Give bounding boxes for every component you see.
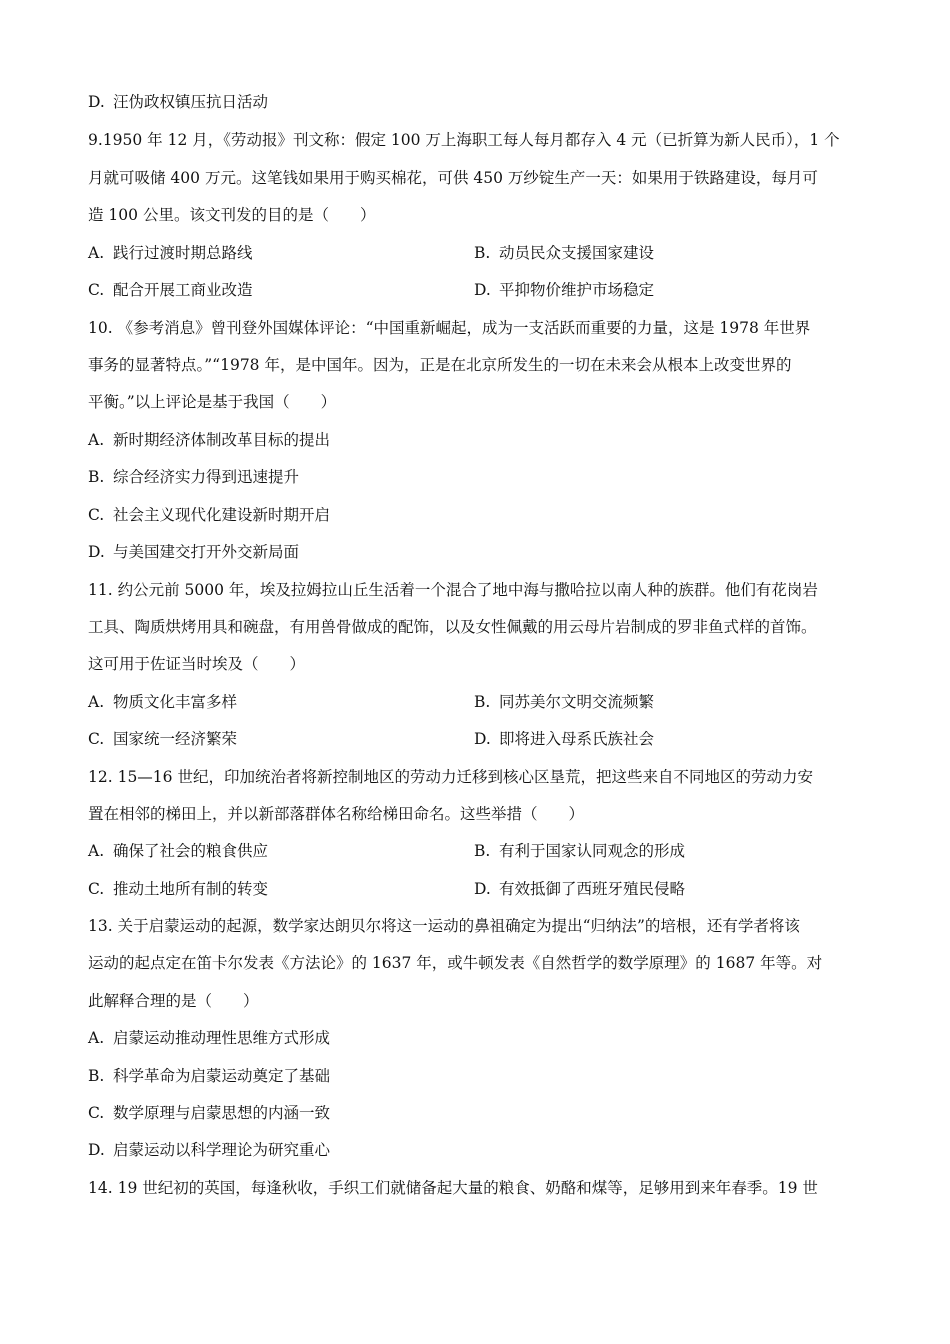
question-13-line-3: 此解释合理的是（ ） — [88, 992, 259, 1010]
option-text: 践行过渡时期总路线 — [113, 244, 253, 262]
question-12-line-1: 12. 15—16 世纪，印加统治者将新控制地区的劳动力迁移到核心区垦荒，把这些来自不同地区的劳动力安 — [88, 768, 813, 786]
option-letter: B. — [88, 1067, 105, 1085]
option-letter: A. — [88, 842, 105, 860]
question-9-option-b — [474, 243, 654, 263]
option-letter: A. — [88, 244, 105, 262]
question-11-option-c — [88, 729, 237, 749]
question-13-option-c — [88, 1103, 330, 1123]
option-text: 社会主义现代化建设新时期开启 — [113, 506, 331, 524]
option-letter: B. — [474, 842, 491, 860]
question-9-line-1: 9.1950 年 12 月，《劳动报》刊文称：假定 100 万上海职工每人每月都存入 4 元（已折算为新人民币），1 个 — [88, 131, 840, 149]
option-text: 国家统一经济繁荣 — [113, 730, 238, 748]
option-text: 科学革命为启蒙运动奠定了基础 — [113, 1067, 331, 1085]
question-9-option-a — [88, 243, 253, 263]
question-11-line-3: 这可用于佐证当时埃及（ ） — [88, 655, 306, 673]
option-text: 有效抵御了西班牙殖民侵略 — [499, 880, 686, 898]
option-letter: C. — [88, 506, 105, 524]
option-letter: C. — [88, 1104, 105, 1122]
option-text: 同苏美尔文明交流频繁 — [499, 693, 655, 711]
question-12-line-2: 置在相邻的梯田上，并以新部落群体名称给梯田命名。这些举措（ ） — [88, 805, 585, 823]
question-9-line-3: 造 100 公里。该文刊发的目的是（ ） — [88, 206, 376, 224]
question-10-line-3: 平衡。”以上评论是基于我国（ ） — [88, 393, 337, 411]
option-text: 有利于国家认同观念的形成 — [499, 842, 686, 860]
option-letter: B. — [474, 693, 491, 711]
question-10-option-c — [88, 505, 330, 525]
question-12-option-a — [88, 841, 268, 861]
question-12-option-c — [88, 879, 268, 899]
question-11-option-b — [474, 692, 654, 712]
option-letter: D. — [474, 281, 491, 299]
prev-option-d — [88, 92, 268, 112]
option-text: 确保了社会的粮食供应 — [113, 842, 269, 860]
question-9-option-c — [88, 280, 253, 300]
option-text: 新时期经济体制改革目标的提出 — [113, 431, 331, 449]
question-13-line-1: 13. 关于启蒙运动的起源，数学家达朗贝尔将这一运动的鼻祖确定为提出“归纳法”的培根，还有学者将该 — [88, 917, 800, 935]
option-letter: A. — [88, 1029, 105, 1047]
option-text: 汪伪政权镇压抗日活动 — [113, 93, 269, 111]
option-text: 数学原理与启蒙思想的内涵一致 — [113, 1104, 331, 1122]
option-letter: A. — [88, 431, 105, 449]
option-letter: A. — [88, 693, 105, 711]
question-11-option-d — [474, 729, 654, 749]
question-11-line-2: 工具、陶质烘烤用具和碗盘，有用兽骨做成的配饰，以及女性佩戴的用云母片岩制成的罗非鱼式样的首饰。 — [88, 618, 817, 636]
question-11-option-a — [88, 692, 237, 712]
option-letter: C. — [88, 281, 105, 299]
question-11-line-1: 11. 约公元前 5000 年，埃及拉姆拉山丘生活着一个混合了地中海与撒哈拉以南人种的族群。他们有花岗岩 — [88, 581, 818, 599]
option-letter: D. — [474, 880, 491, 898]
option-letter: D. — [88, 1141, 105, 1159]
option-text: 综合经济实力得到迅速提升 — [113, 468, 300, 486]
question-10-option-a — [88, 430, 330, 450]
option-letter: D. — [88, 93, 105, 111]
option-text: 启蒙运动以科学理论为研究重心 — [113, 1141, 331, 1159]
option-letter: B. — [88, 468, 105, 486]
question-13-option-b — [88, 1066, 330, 1086]
option-text: 配合开展工商业改造 — [113, 281, 253, 299]
question-10-option-d — [88, 542, 299, 562]
option-text: 推动土地所有制的转变 — [113, 880, 269, 898]
option-letter: C. — [88, 880, 105, 898]
option-letter: B. — [474, 244, 491, 262]
question-13-option-a — [88, 1028, 330, 1048]
question-9-line-2: 月就可吸储 400 万元。这笔钱如果用于购买棉花，可供 450 万纱锭生产一天：如果用于铁路建设，每月可 — [88, 169, 818, 187]
option-letter: C. — [88, 730, 105, 748]
option-text: 平抑物价维护市场稳定 — [499, 281, 655, 299]
question-9-option-d — [474, 280, 654, 300]
question-10-line-2: 事务的显著特点。”“1978 年，是中国年。因为，正是在北京所发生的一切在未来会从根本上改变世界的 — [88, 356, 792, 374]
option-text: 动员民众支援国家建设 — [499, 244, 655, 262]
question-10-option-b — [88, 467, 299, 487]
question-13-option-d — [88, 1140, 330, 1160]
option-text: 启蒙运动推动理性思维方式形成 — [113, 1029, 331, 1047]
question-12-option-d — [474, 879, 685, 899]
question-13-line-2: 运动的起点定在笛卡尔发表《方法论》的 1637 年，或牛顿发表《自然哲学的数学原理》的 1687 年等。对 — [88, 954, 823, 972]
question-14-line-1: 14. 19 世纪初的英国，每逢秋收，手织工们就储备起大量的粮食、奶酪和煤等，足够用到来年春季。19 世 — [88, 1179, 818, 1197]
option-letter: D. — [474, 730, 491, 748]
option-text: 与美国建交打开外交新局面 — [113, 543, 300, 561]
option-letter: D. — [88, 543, 105, 561]
question-12-option-b — [474, 841, 685, 861]
option-text: 即将进入母系氏族社会 — [499, 730, 655, 748]
option-text: 物质文化丰富多样 — [113, 693, 238, 711]
question-10-line-1: 10. 《参考消息》曾刊登外国媒体评论：“中国重新崛起，成为一支活跃而重要的力量，这是 1978 年世界 — [88, 319, 811, 337]
